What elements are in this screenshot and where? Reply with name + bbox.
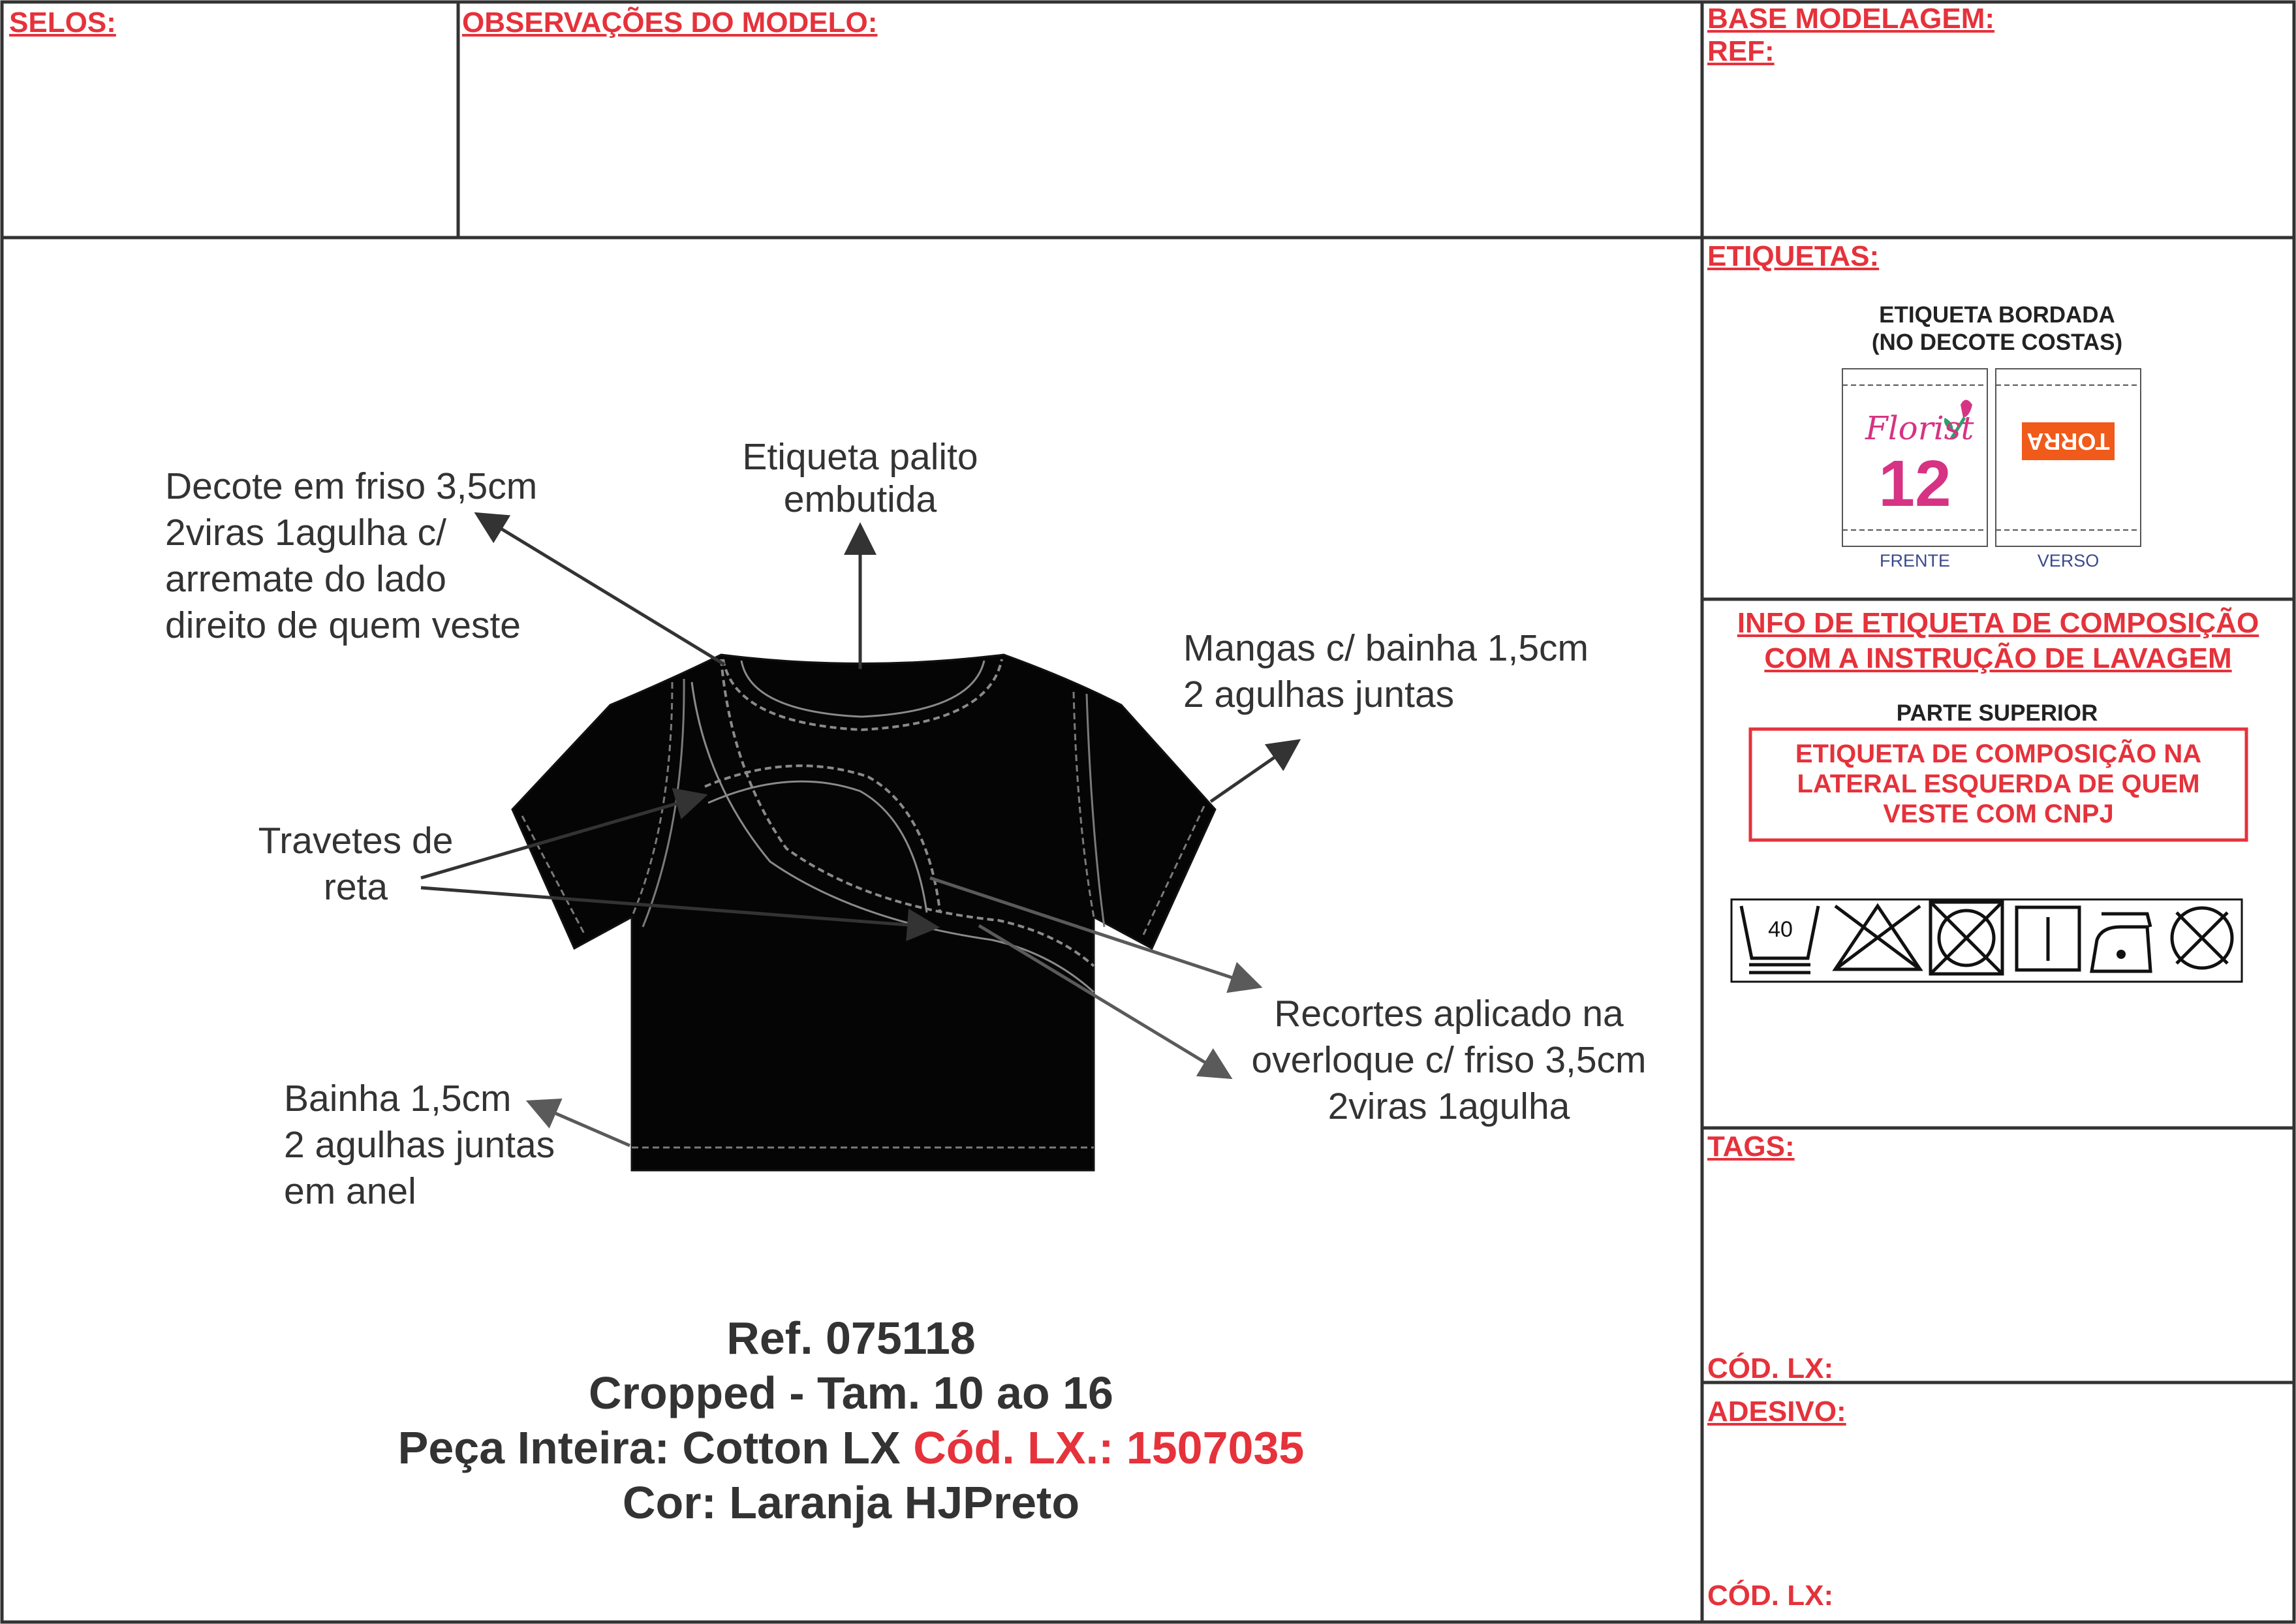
product-color: Cor: Laranja HJPreto	[622, 1477, 1080, 1528]
tags-header: TAGS:	[1707, 1131, 1795, 1163]
annotation-decote: Decote em friso 3,5cm 2viras 1agulha c/ arremate do lado direito de quem veste	[165, 465, 538, 646]
product-ref: Ref. 075118	[726, 1313, 976, 1364]
product-fabric: Peça Inteira: Cotton LX Cód. LX.: 1507035	[397, 1422, 1305, 1473]
back-label-logo: TORRA	[2026, 428, 2110, 455]
ref-header: REF:	[1707, 35, 1775, 67]
etiqueta-bordada-title: ETIQUETA BORDADA (NO DECOTE COSTAS)	[1871, 302, 2123, 355]
back-caption: VERSO	[2037, 551, 2100, 570]
observacoes-header: OBSERVAÇÕES DO MODELO:	[462, 7, 878, 39]
annotation-travetes: Travetes de reta	[258, 820, 454, 908]
annotation-bainha: Bainha 1,5cm 2 agulhas juntas em anel	[284, 1078, 555, 1212]
no-tumble-dry-icon	[1931, 902, 2002, 974]
tshirt-illustration	[512, 655, 1215, 1170]
composicao-header: INFO DE ETIQUETA DE COMPOSIÇÃO COM A INSTRUÇÃO DE LAVAGEM	[1737, 607, 2259, 674]
front-label-number: 12	[1878, 447, 1951, 520]
no-bleach-icon	[1835, 906, 1920, 969]
adesivo-cod: CÓD. LX:	[1707, 1580, 1834, 1612]
composicao-box-text: ETIQUETA DE COMPOSIÇÃO NA LATERAL ESQUERDA DE QUEM VESTE COM CNPJ	[1795, 740, 2202, 828]
annotation-etiqueta-palito: Etiqueta palito embutida	[742, 436, 978, 520]
tags-cod: CÓD. LX:	[1707, 1352, 1834, 1384]
base-modelagem-header: BASE MODELAGEM:	[1707, 3, 1994, 35]
parte-superior-label: PARTE SUPERIOR	[1896, 700, 2098, 726]
selos-header: SELOS:	[9, 7, 116, 39]
annotation-recortes: Recortes aplicado na overloque c/ friso 3,5cm 2viras 1agulha	[1251, 993, 1647, 1127]
adesivo-header: ADESIVO:	[1707, 1396, 1846, 1428]
no-dry-clean-icon	[2172, 908, 2232, 968]
product-model: Cropped - Tam. 10 ao 16	[589, 1367, 1113, 1418]
tshirt-body	[512, 655, 1215, 1170]
iron-low-icon	[2092, 914, 2150, 971]
line-dry-icon	[2017, 907, 2079, 970]
front-caption: FRENTE	[1880, 551, 1950, 570]
front-label-logo: Florist	[1865, 409, 1974, 447]
wash-temperature: 40	[1768, 917, 1793, 942]
etiquetas-header: ETIQUETAS:	[1707, 240, 1880, 272]
annotation-mangas: Mangas c/ bainha 1,5cm 2 agulhas juntas	[1183, 627, 1589, 715]
arrow-mangas	[1211, 743, 1295, 802]
care-symbols	[1731, 899, 2242, 982]
